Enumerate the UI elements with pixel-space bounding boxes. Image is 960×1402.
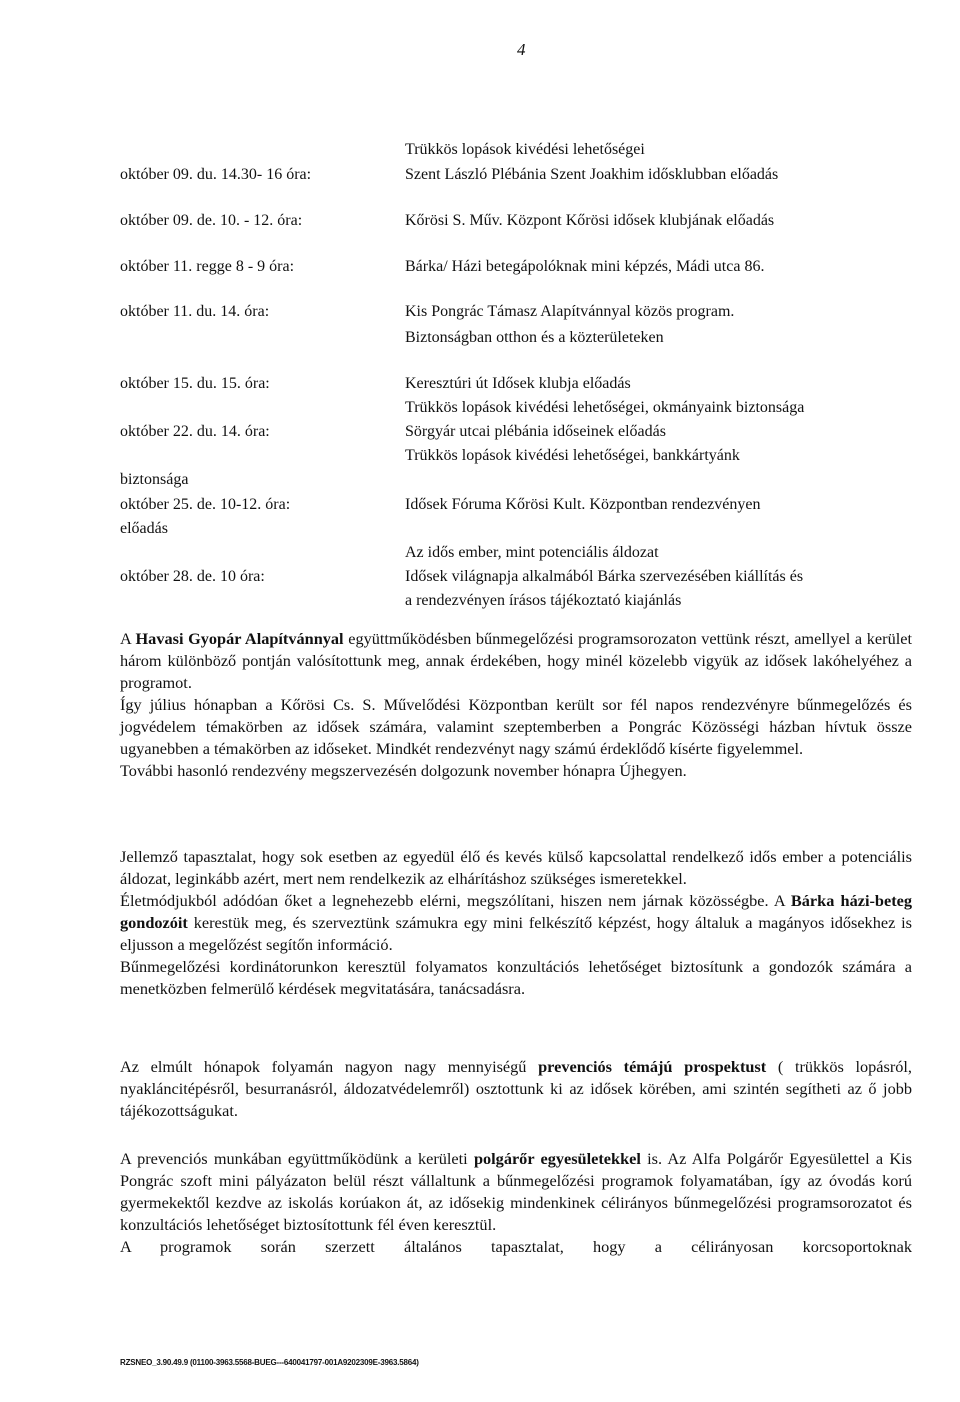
paragraph: A prevenciós munkában együttműködünk a kerületi polgárőr egyesületekkel is. Az Alfa Polgárőr Egyesülettel a Kis Pongrác szoft mini pályázaton belül részt vállaltunk a bűnmegelőzési programok folyamatában, így az óvodás korú gyermekektől kezdve az iskolás korúakon át, az idősekig mindenkinek célirányos bűnmegelőzési programsorozatot és konzultációs lehetőséget biztosítottunk fél éven keresztül. xyxy=(120,1149,912,1234)
paragraph: A programok során szerzett általános tapasztalat, hogy a célirányosan korcsoportoknak xyxy=(120,1237,912,1256)
schedule-event: Idősek Fóruma Kőrösi Kult. Központban rendezvényen xyxy=(405,496,761,513)
paragraph-block-4 xyxy=(120,1148,912,1258)
schedule-date: október 15. du. 15. óra: xyxy=(120,375,270,392)
paragraph-block-3 xyxy=(120,1056,912,1122)
schedule-date: október 28. de. 10 óra: xyxy=(120,568,265,585)
schedule-event: Idősek világnapja alkalmából Bárka szervezésében kiállítás és xyxy=(405,568,804,585)
schedule-date: október 09. de. 10. - 12. óra: xyxy=(120,212,303,229)
paragraph: A Havasi Gyopár Alapítvánnyal együttműködésben bűnmegelőzési programsorozaton vettünk részt, amellyel a kerület három különböző pontján valósítottunk meg, annak érdekében, hogy minél közelebb vigyük az idősek lakóhelyéhez a programot. xyxy=(120,629,912,692)
paragraph-block-2 xyxy=(120,846,912,1000)
schedule-date: október 22. du. 14. óra: xyxy=(120,423,270,440)
schedule-date: október 25. de. 10-12. óra: xyxy=(120,496,291,513)
schedule-date: október 11. regge 8 - 9 óra: xyxy=(120,258,295,275)
schedule-event: Az idős ember, mint potenciális áldozat xyxy=(405,544,659,561)
paragraph: Bűnmegelőzési kordinátorunkon keresztül folyamatos konzultációs lehetőséget biztosítunk a gondozók számára a menetközben felmerülő kérdések megvitatására, tanácsadásra. xyxy=(120,957,912,998)
paragraph: Így július hónapban a Kőrösi Cs. S. Művelődési Központban került sor fél napos rendezvényre bűnmegelőzés és jogvédelem témakörben az idősek számára, valamint szeptemberben a Pongrác Közösségi házban hívtuk össze ugyanebben a témakörben az időseket. Mindkét rendezvényt nagy számú érdeklődő kísérte figyelemmel. xyxy=(120,695,912,758)
schedule-event: Biztonságban otthon és a közterületeken xyxy=(405,329,664,346)
schedule-event: Keresztúri út Idősek klubja előadás xyxy=(405,375,631,392)
schedule-event: Szent László Plébánia Szent Joakhim idősklubban előadás xyxy=(405,166,779,183)
paragraph: Életmódjukból adódóan őket a legnehezebb elérni, megszólítani, hiszen nem járnak közösségbe. A Bárka házi-beteg gondozóit kerestük meg, és szerveztünk számukra egy mini felkészítő képzést, hogy általuk a magányos idősekhez is eljusson a megelőzést segítőn információ. xyxy=(120,891,912,954)
schedule-event: Trükkös lopások kivédési lehetőségei, bankkártyánk xyxy=(405,447,740,464)
schedule-event: Sörgyár utcai plébánia időseinek előadás xyxy=(405,423,666,440)
page-number: 4 xyxy=(517,40,526,59)
schedule-event: Bárka/ Házi betegápolóknak mini képzés, Mádi utca 86. xyxy=(405,258,765,275)
paragraph-block-1 xyxy=(120,628,912,782)
schedule-date: biztonsága xyxy=(120,471,189,488)
schedule-date: október 09. du. 14.30- 16 óra: xyxy=(120,166,312,183)
schedule-event: Trükkös lopások kivédési lehetőségei xyxy=(405,141,645,158)
schedule-date: előadás xyxy=(120,520,168,537)
schedule-event: Kőrösi S. Műv. Központ Kőrösi idősek klubjának előadás xyxy=(405,212,775,229)
footer-code: RZSNEO_3.90.49.9 (01100-3963.5568-BUEG---640041797-001A9202309E-3963.5864) xyxy=(120,1358,419,1367)
schedule-event: Trükkös lopások kivédési lehetőségei, okmányaink biztonsága xyxy=(405,399,805,416)
paragraph: Az elmúlt hónapok folyamán nagyon nagy mennyiségű prevenciós témájú prospektust ( trükkös lopásról, nyakláncitépésről, besurranásról, áldozatvédelemről) osztottunk ki az idősek körében, ami szintén segítheti az ő jobb tájékozottságukat. xyxy=(120,1057,912,1120)
paragraph: További hasonló rendezvény megszervezésén dolgozunk november hónapra Újhegyen. xyxy=(120,761,687,780)
paragraph: Jellemző tapasztalat, hogy sok esetben az egyedül élő és kevés külső kapcsolattal rendelkező idős ember a potenciális áldozat, leginkább azért, mert nem rendelkezik az elhárításhoz szükséges ismeretekkel. xyxy=(120,847,912,888)
schedule-event: Kis Pongrác Támasz Alapítvánnyal közös program. xyxy=(405,303,735,320)
schedule-date: október 11. du. 14. óra: xyxy=(120,303,270,320)
schedule-event: a rendezvényen írásos tájékoztató kiajánlás xyxy=(405,592,682,609)
